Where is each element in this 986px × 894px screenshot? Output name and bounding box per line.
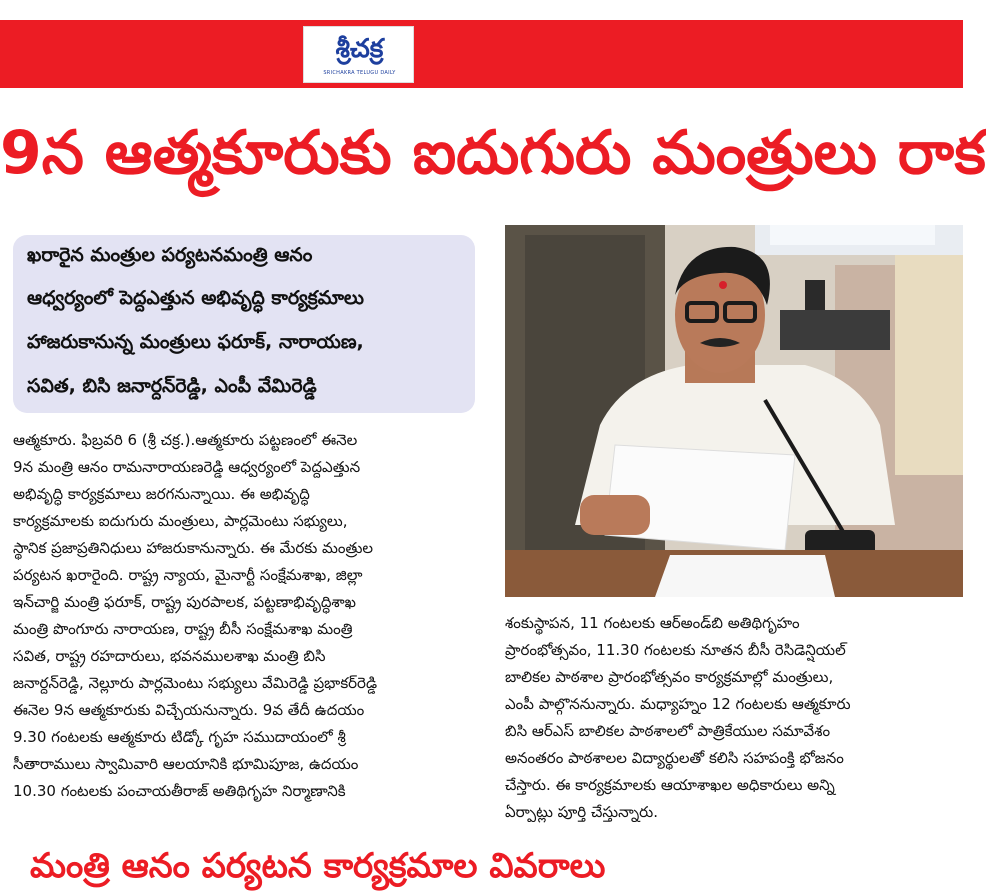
masthead-band — [0, 20, 963, 88]
body-text-line: కార్యక్రమాలకు ఐదుగురు మంత్రులు, పార్లమెంటు సభ్యులు, — [13, 512, 348, 530]
body-text-line: సవిత, రాష్ట్ర రహదారులు, భవనములశాఖ మంత్రి బిసి — [13, 647, 326, 665]
newspaper-logo — [303, 26, 414, 83]
body-text-line: 10.30 గంటలకు పంచాయతీరాజ్ అతిథిగృహ నిర్మాణానికి — [13, 782, 346, 800]
body-text-line: స్థానిక ప్రజాప్రతినిధులు హాజరుకానున్నారు. ఈ మేరకు మంత్రుల — [13, 539, 374, 557]
body-text-line: ఎంపీ పాల్గొననున్నారు. మధ్యాహ్నం 12 గంటలకు ఆత్మకూరు — [505, 695, 851, 713]
next-article-headline-clipped — [0, 846, 963, 886]
body-text-line: జనార్దన్‌రెడ్డి, నెల్లూరు పార్లమెంటు సభ్యులు వేమిరెడ్డి ప్రభాకర్‌రెడ్డి — [13, 674, 378, 692]
body-text-line: ఈనెల 9న ఆత్మకూరుకు విచ్చేయనున్నారు. 9వ తేదీ ఉదయం — [13, 701, 365, 719]
body-text-line: అనంతరం పాఠశాలల విద్యార్థులతో కలిసి సహపంక్తి భోజనం — [505, 749, 844, 767]
photo-illustration — [505, 225, 963, 597]
subheading-box — [13, 235, 475, 413]
body-text-line: చేస్తారు. ఈ కార్యక్రమాలకు ఆయాశాఖల అధికారులు అన్ని — [505, 776, 835, 794]
body-text-line: బాలికల పాఠశాల ప్రారంభోత్సవం కార్యక్రమాల్లో మంత్రులు, — [505, 668, 834, 686]
body-text-line: ఏర్పాట్లు పూర్తి చేస్తున్నారు. — [505, 803, 658, 821]
body-text-line: పర్యటన ఖరారైంది. రాష్ట్ర న్యాయ, మైనార్టీ సంక్షేమశాఖ, జిల్లా — [13, 566, 363, 584]
body-text-line: సీతారాములు స్వామివారి ఆలయానికి భూమిపూజ, ఉదయం — [13, 755, 359, 773]
next-headline-text: మంత్రి ఆనం పర్యటన కార్యక్రమాల వివరాలు — [30, 846, 606, 886]
article-headline: 9న ఆత్మకూరుకు ఐదుగురు మంత్రులు రాక — [0, 118, 986, 188]
body-text-line: ప్రారంభోత్సవం, 11.30 గంటలకు నూతన బీసీ రెసిడెన్షియల్ — [505, 641, 846, 659]
body-text-line: మంత్రి పొంగూరు నారాయణ, రాష్ట్ర బీసీ సంక్షేమశాఖ మంత్రి — [13, 620, 353, 638]
body-text-line: శంకుస్థాపన, 11 గంటలకు ఆర్‌అండ్‌బి అతిథిగృహం — [505, 614, 800, 632]
body-text-line: అభివృద్ధి కార్యక్రమాలు జరగనున్నాయి. ఈ అభివృద్ధి — [13, 485, 310, 503]
minister-photo — [505, 225, 963, 597]
body-text-line: ఇన్‌చార్జి మంత్రి ఫరూక్, రాష్ట్ర పురపాలక, పట్టణాభివృద్ధిశాఖ — [13, 593, 356, 611]
subheading-line: ఆధ్వర్యంలో పెద్దఎత్తున అభివృద్ధి కార్యక్రమాలు — [27, 287, 364, 309]
body-text-line: బిసి ఆర్ఎస్ బాలికల పాఠశాలలో పాత్రికేయుల సమావేశం — [505, 722, 831, 740]
body-text-line: 9న మంత్రి ఆనం రామనారాయణరెడ్డి ఆధ్వర్యంలో పెద్దఎత్తున — [13, 458, 361, 476]
subheading-line: ఖరారైన మంత్రుల పర్యటనమంత్రి ఆనం — [27, 244, 313, 266]
body-text-line: ఆత్మకూరు. ఫిబ్రవరి 6 (శ్రీ చక్ర.).ఆత్మకూరు పట్టణంలో ఈనెల — [13, 431, 358, 449]
logo-subtext: SRICHAKRA TELUGU DAILY — [323, 70, 396, 76]
logo-text: శ్రీచక్ర — [335, 34, 384, 64]
body-text-line: 9.30 గంటలకు ఆత్మకూరు టిడ్కో గృహ సముదాయంలో శ్రీ — [13, 728, 346, 746]
subheading-line: హాజరుకానున్న మంత్రులు ఫరూక్, నారాయణ, — [27, 331, 364, 353]
subheading-line: సవిత, బిసి జనార్దన్‌రెడ్డి, ఎంపీ వేమిరెడ్డి — [27, 375, 317, 397]
